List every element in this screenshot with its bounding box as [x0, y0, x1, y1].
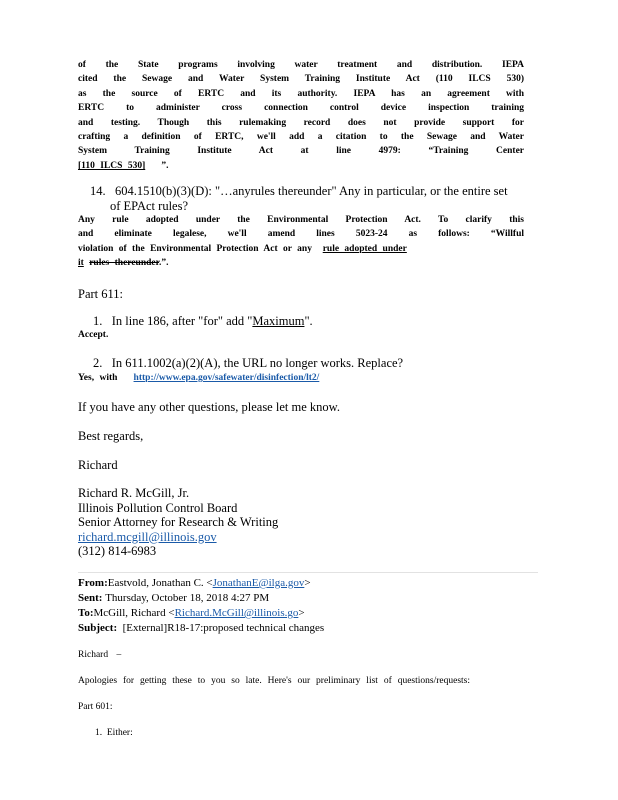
subject-label: Subject:: [78, 622, 118, 634]
signature-title: Senior Attorney for Research & Writing: [78, 515, 279, 529]
email-greeting: Richard –: [78, 650, 122, 660]
inserted-text: rule adopted under: [322, 243, 407, 254]
para-trailing: ”.: [161, 160, 169, 171]
from-name: Eastvold, Jonathan C. <: [107, 577, 213, 589]
sender-name: Richard: [78, 458, 118, 472]
sent-row: [78, 592, 324, 607]
ilcs-citation: [110 ILCS 530]: [78, 160, 146, 171]
part-611-item-2-answer: [78, 371, 438, 385]
item-14-question-cont: of EPAct rules?: [110, 199, 188, 213]
item-number: 14.: [90, 184, 106, 198]
to-label: To:: [78, 607, 94, 619]
email-intro: Apologies for getting these to you so late. Here's our preliminary list of questions/requests:: [78, 676, 470, 686]
to-row: To:McGill, Richard <Richard.McGill@illinois.go>: [78, 607, 305, 619]
answer-line-last: [78, 256, 524, 270]
subject-value: [External]R18-17:proposed technical changes: [122, 622, 325, 634]
from-label: From:: [78, 577, 108, 589]
to-email-link[interactable]: Richard.McGill@illinois.go: [174, 607, 299, 619]
inserted-text: Maximum: [252, 314, 305, 328]
from-row: From:Eastvold, Jonathan C. <JonathanE@ilga.gov>: [78, 577, 311, 589]
para-line: and testing. Though this rulemaking record does not provide support for: [78, 117, 524, 128]
para-line: of the State programs involving water treatment and distribution. IEPA: [78, 60, 524, 70]
answer-line: Any rule adopted under the Environmental Protection Act. To clarify this: [78, 215, 524, 225]
signature-phone: (312) 814-6983: [78, 544, 157, 558]
signature-org: Illinois Pollution Control Board: [78, 500, 238, 515]
part-611-item-2: [93, 356, 403, 371]
email-divider: [78, 572, 538, 573]
item-end: ".: [304, 314, 313, 328]
part-611-heading: Part 611:: [78, 287, 124, 301]
answer-line: and eliminate legalese, we'll amend lines 5023-24 as follows: “Willful: [78, 229, 524, 240]
para-line-last: [78, 159, 524, 173]
part-611-item-1: [93, 314, 313, 329]
ertc-paragraph: [78, 58, 524, 173]
email-header: [78, 577, 324, 637]
item-number: 1.: [93, 314, 103, 328]
para-line: System Training Institute Act at line 4979: “Training Center: [78, 146, 524, 157]
answer-text: Yes, with: [78, 373, 118, 383]
to-name: McGill, Richard <: [93, 607, 175, 619]
part-611-item-1-answer: Accept.: [78, 330, 109, 340]
item-14: [90, 184, 530, 199]
item-number: 1.: [95, 728, 103, 738]
item-text: In line 186, after "for" add ": [111, 314, 253, 328]
from-email-link[interactable]: JonathanE@ilga.gov: [212, 577, 305, 589]
deleted-text: rules thereunder: [89, 258, 159, 269]
answer-text: violation of the Environmental Protection Act or any: [78, 243, 312, 254]
answer-end: .”.: [158, 258, 169, 269]
item-14-answer: [78, 213, 524, 271]
answer-line: [78, 242, 524, 256]
item-text: Either:: [106, 728, 133, 738]
sent-value: Thursday, October 18, 2018 4:27 PM: [105, 592, 270, 604]
signature-name: Richard R. McGill, Jr.: [78, 486, 190, 500]
item-number: 2.: [93, 356, 103, 370]
email-part-601: Part 601:: [78, 702, 113, 712]
email-item-1: [95, 728, 133, 738]
inserted-text: it: [78, 258, 84, 269]
signature-block: [78, 486, 278, 559]
para-line: crafting a definition of ERTC, we'll add a citation to the Sewage and Water: [78, 132, 524, 143]
para-line: ERTC to administer cross connection control device inspection training: [78, 103, 524, 114]
epa-url-link[interactable]: http://www.epa.gov/safewater/disinfection/lt2/: [133, 373, 320, 383]
para-line: cited the Sewage and Water System Training Institute Act (110 ILCS 530): [78, 74, 524, 85]
subject-row: [78, 622, 324, 637]
sent-label: Sent:: [78, 592, 103, 604]
item-text: In 611.1002(a)(2)(A), the URL no longer works. Replace?: [111, 356, 404, 370]
questions-line: If you have any other questions, please let me know.: [78, 400, 340, 414]
item-14-question: 604.1510(b)(3)(D): "…anyrules thereunder" Any in particular, or the entire set: [115, 184, 508, 198]
regards-line: Best regards,: [78, 429, 144, 443]
signature-email-link[interactable]: richard.mcgill@illinois.gov: [78, 529, 217, 544]
para-line: as the source of ERTC and its authority. IEPA has an agreement with: [78, 88, 524, 99]
